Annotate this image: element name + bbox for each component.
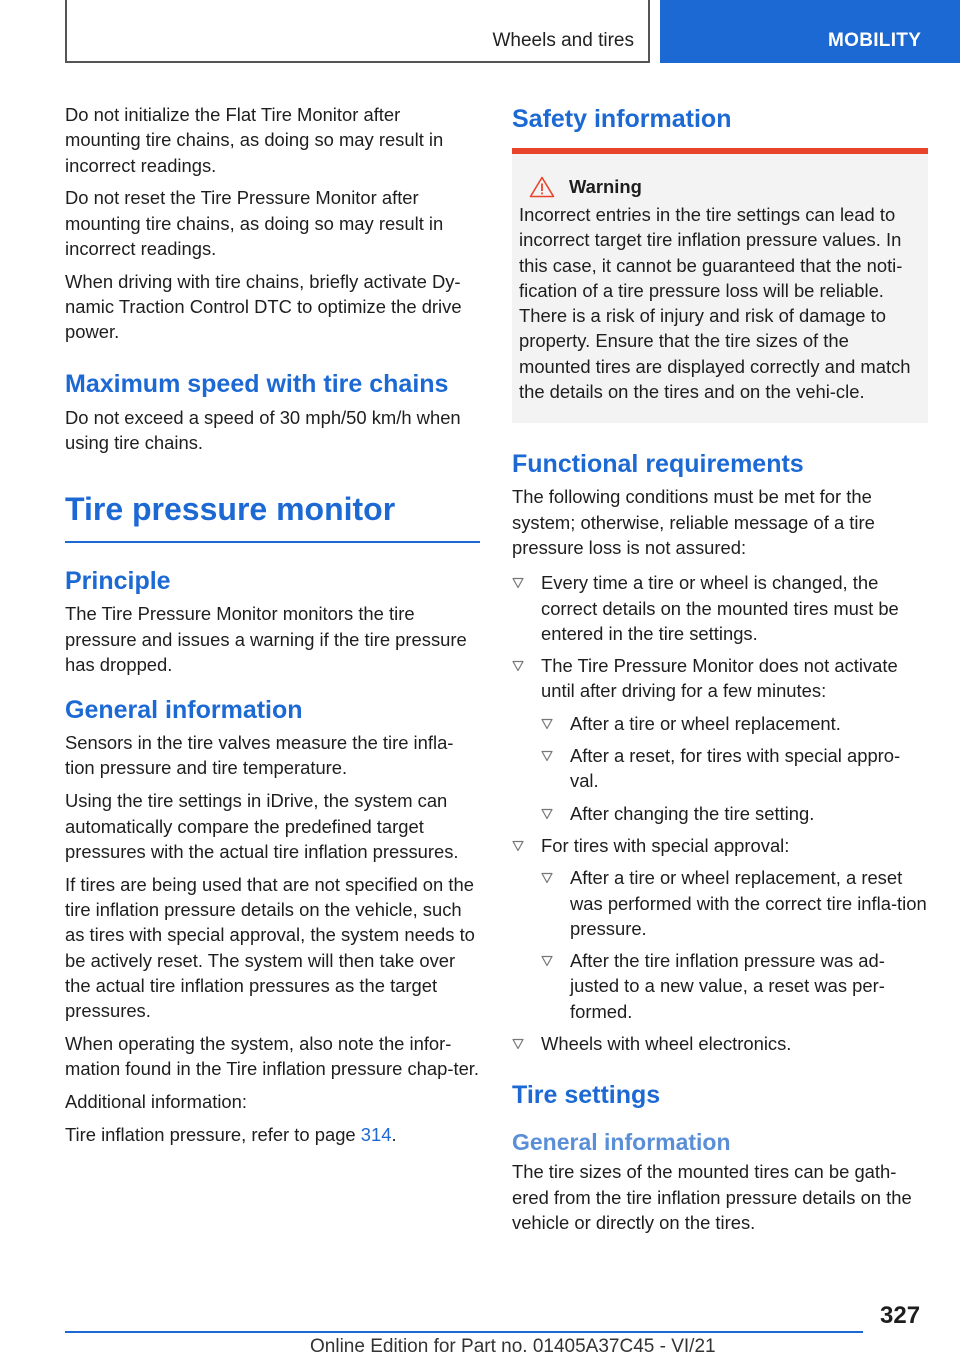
right-column: [512, 102, 928, 1243]
requirements-list: [512, 570, 928, 1056]
heading-functional-requirements: Functional requirements: [512, 450, 804, 479]
paragraph-page-reference: Tire inflation pressure, refer to page 314.: [65, 1123, 397, 1145]
list-item: After a tire or wheel replacement, a reset was performed with the correct tire infla-tion pressure.: [541, 865, 928, 941]
triangle-bullet-icon: [512, 1038, 524, 1050]
warning-box: [512, 154, 928, 423]
paragraph: Do not reset the Tire Pressure Monitor after mounting tire chains, as doing so may result in incorrect readings.: [65, 187, 444, 259]
list-item: Every time a tire or wheel is changed, the correct details on the mounted tires must be entered in the tire settings.: [512, 570, 928, 646]
header-chapter-tab[interactable]: [660, 0, 960, 63]
footer-edition: Online Edition for Part no. 01405A37C45 - VI/21: [310, 1336, 716, 1357]
page-link[interactable]: 314: [360, 1123, 392, 1145]
warning-text: Incorrect entries in the tire settings can lead to incorrect target tire inflation pressure values. In this case, it cannot be guaranteed that the noti-fication of a tire pressure loss will be reliable. There is a risk of injury and risk of damage to property. Ensure that the tire sizes of the mounted tires are displayed correctly and match the details on the tires and on the vehi-cle.: [519, 204, 911, 403]
list-item: The Tire Pressure Monitor does not activate until after driving for a few minutes: After a tire or wheel replacement. After a reset, for tires with special appro-val. After changing the tire setting.: [512, 653, 928, 826]
triangle-bullet-icon: [512, 660, 524, 672]
heading-tire-pressure-monitor: Tire pressure monitor: [65, 491, 396, 528]
triangle-bullet-icon: [512, 577, 524, 589]
heading-underline: [65, 541, 480, 543]
header-section-box: [65, 0, 650, 63]
triangle-bullet-icon: [512, 840, 524, 852]
paragraph: When driving with tire chains, briefly activate Dy-namic Traction Control DTC to optimize the drive power.: [65, 270, 462, 343]
triangle-bullet-icon: [541, 872, 553, 884]
paragraph: Do not initialize the Flat Tire Monitor after mounting tire chains, as doing so may result in incorrect readings.: [65, 104, 444, 176]
heading-max-speed: Maximum speed with tire chains: [65, 369, 449, 398]
sub-list: [541, 711, 928, 826]
list-item: After changing the tire setting.: [541, 801, 928, 826]
heading-tire-settings: Tire settings: [512, 1081, 661, 1110]
list-item: After a tire or wheel replacement.: [541, 711, 928, 736]
list-item: After the tire inflation pressure was ad-justed to a new value, a reset was per-formed.: [541, 948, 928, 1024]
chapter-title: MOBILITY: [828, 30, 922, 51]
warning-header: [519, 176, 920, 198]
triangle-bullet-icon: [541, 808, 553, 820]
heading-general-information: General information: [65, 696, 303, 725]
paragraph: Additional information:: [65, 1091, 247, 1113]
warning-triangle-icon: [529, 176, 555, 198]
list-item: Wheels with wheel electronics.: [512, 1031, 928, 1056]
paragraph: Sensors in the tire valves measure the tire infla-tion pressure and tire temperature.: [65, 732, 454, 779]
warning-title: Warning: [569, 176, 642, 197]
paragraph: The Tire Pressure Monitor monitors the tire pressure and issues a warning if the tire pressure has dropped.: [65, 603, 467, 675]
heading-safety-information: Safety information: [512, 105, 732, 133]
page-number: 327: [880, 1302, 921, 1329]
footer-rule: [65, 1331, 863, 1333]
list-item: For tires with special approval: After a tire or wheel replacement, a reset was performed with the correct tire infla-tion pressure. After the tire inflation pressure was ad-justed to a new value, a reset was per-formed.: [512, 833, 928, 1024]
paragraph: The tire sizes of the mounted tires can be gath-ered from the tire inflation pressure details on the vehicle or directly on the tires.: [512, 1161, 912, 1233]
sub-list: [541, 865, 928, 1024]
paragraph: If tires are being used that are not specified on the tire inflation pressure details on the vehicle, such as tires with special approval, the system needs to be actively reset. The system will then take over the actual tire inflation pressures as the target pressures.: [65, 873, 475, 1022]
triangle-bullet-icon: [541, 955, 553, 967]
section-title: Wheels and tires: [492, 30, 634, 51]
heading-general-information: General information: [512, 1129, 731, 1156]
paragraph: The following conditions must be met for the system; otherwise, reliable message of a tire pressure loss is not assured:: [512, 486, 875, 558]
triangle-bullet-icon: [541, 750, 553, 762]
list-item: After a reset, for tires with special appro-val.: [541, 743, 928, 794]
triangle-bullet-icon: [541, 718, 553, 730]
left-column: [65, 102, 480, 1155]
heading-principle: Principle: [65, 567, 171, 596]
paragraph: Do not exceed a speed of 30 mph/50 km/h when using tire chains.: [65, 406, 461, 453]
paragraph: When operating the system, also note the infor-mation found in the Tire inflation pressure chap-ter.: [65, 1032, 480, 1080]
paragraph: Using the tire settings in iDrive, the system can automatically compare the predefined target pressures with the actual tire inflation pressures.: [65, 790, 459, 862]
